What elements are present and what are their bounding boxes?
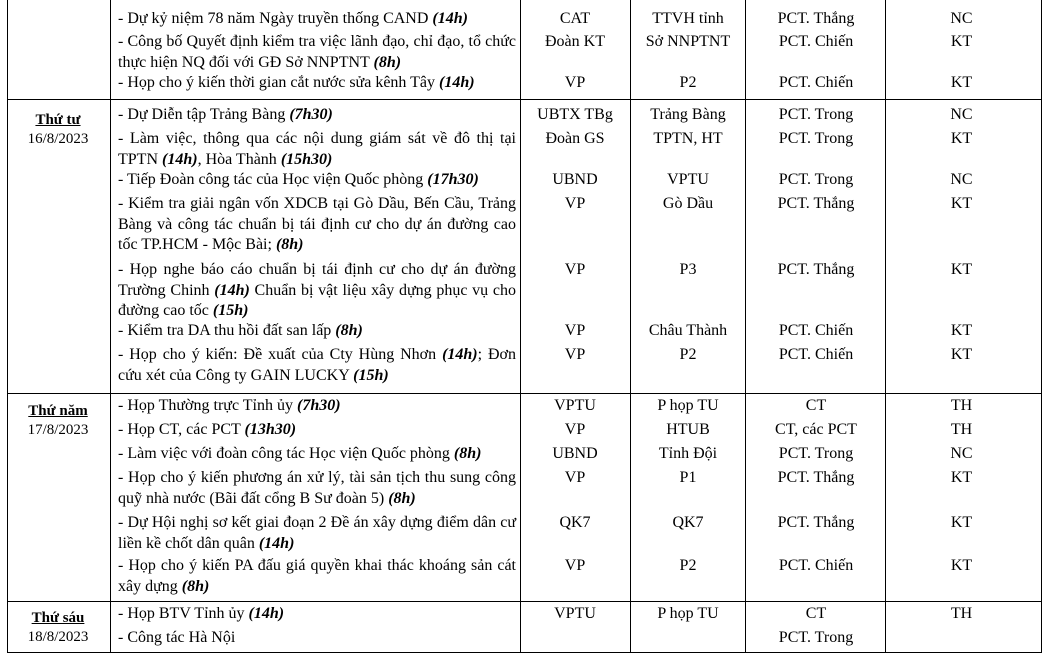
field-code: KT xyxy=(950,514,973,531)
activity-time: (14h) xyxy=(248,605,285,622)
activity-time: (8h) xyxy=(373,53,402,71)
venue: P2 xyxy=(679,74,697,91)
activity-description xyxy=(118,321,516,342)
leader: PCT. Trong xyxy=(778,106,854,123)
venue: Trảng Bàng xyxy=(650,106,726,123)
activity-description xyxy=(118,345,516,386)
leader: PCT. Trong xyxy=(778,130,854,147)
activity-time-2: (15h) xyxy=(353,366,389,384)
venue: QK7 xyxy=(672,514,704,531)
activity-description xyxy=(118,170,516,191)
activity-text: - Họp BTV Tỉnh ủy xyxy=(118,605,249,622)
activity-time: (8h) xyxy=(181,577,210,595)
field-code: KT xyxy=(950,33,973,50)
host-unit: VP xyxy=(564,346,586,363)
field-code: KT xyxy=(950,322,973,339)
field-code: TH xyxy=(950,605,973,622)
host-unit: Đoàn KT xyxy=(545,33,605,50)
host-unit: Đoàn GS xyxy=(545,130,605,147)
activity-time: (13h30) xyxy=(244,421,297,438)
host-unit: UBND xyxy=(552,445,598,462)
activity-text: - Họp cho ý kiến: Đề xuất của Cty Hùng Nhơn xyxy=(118,346,443,363)
activity-description xyxy=(118,129,516,170)
activity-time: (8h) xyxy=(388,489,416,507)
activity-time: (14h) xyxy=(442,346,478,363)
activity-text: - Công tác Hà Nội xyxy=(118,629,236,646)
activity-time: (14h) xyxy=(439,74,475,91)
leader: PCT. Trong xyxy=(778,629,854,646)
day-cell xyxy=(8,402,108,440)
leader: PCT. Chiến xyxy=(778,346,854,363)
activity-description xyxy=(118,420,516,441)
activity-text: - Họp CT, các PCT xyxy=(118,421,245,438)
field-code: NC xyxy=(950,445,973,462)
venue: Tỉnh Đội xyxy=(658,445,718,462)
activity-text: - Họp nghe báo cáo chuẩn bị tái định cư cho dự án đường Trường Chinh xyxy=(118,261,516,299)
activity-time: (7h30) xyxy=(296,397,341,414)
activity-text: - Họp cho ý kiến phương án xử lý, tài sản tịch thu sung công quỹ nhà nước (Bãi đất cổng B Sư đoàn 5) xyxy=(118,469,516,507)
field-code: NC xyxy=(950,171,973,188)
day-date: 18/8/2023 xyxy=(27,629,89,645)
host-unit: QK7 xyxy=(559,514,591,531)
activity-text: - Họp Thường trực Tỉnh ủy xyxy=(118,397,297,414)
host-unit: VP xyxy=(564,557,586,574)
activity-description xyxy=(118,105,516,126)
venue: P họp TU xyxy=(657,397,719,414)
activity-text: - Công bố Quyết định kiểm tra việc lãnh đạo, chỉ đạo, tổ chức thực hiện NQ đối với GĐ Sở NNPTNT xyxy=(118,33,516,71)
activity-description xyxy=(118,444,516,465)
leader: PCT. Thắng xyxy=(777,195,855,212)
leader: PCT. Trong xyxy=(778,445,854,462)
activity-text: - Dự Hội nghị sơ kết giai đoạn 2 Đề án xây dựng điểm dân cư liền kề chốt dân quân xyxy=(118,514,516,552)
host-unit: VPTU xyxy=(554,397,596,414)
activity-description xyxy=(118,628,516,649)
day-cell xyxy=(8,111,108,149)
activity-time: (17h30) xyxy=(427,171,479,188)
venue: TPTN, HT xyxy=(653,130,723,147)
activity-text: - Kiểm tra giải ngân vốn XDCB tại Gò Dầu, Bến Cầu, Trảng Bàng và công tác chuẩn bị tái định cư cho dự án đường cao tốc TP.HCM - Mộc Bài; xyxy=(118,195,516,253)
venue: P1 xyxy=(679,469,697,486)
leader: PCT. Thắng xyxy=(777,469,855,486)
host-unit: VP xyxy=(564,421,586,438)
activity-description xyxy=(118,32,516,73)
day-name: Thứ tư xyxy=(35,112,81,128)
activity-text: - Dự kỷ niệm 78 năm Ngày truyền thống CAND xyxy=(118,10,433,27)
activity-time-2: (15h) xyxy=(212,302,249,319)
activity-text: - Họp cho ý kiến PA đấu giá quyền khai thác khoáng sản cát xây dựng xyxy=(118,557,516,595)
leader: CT, các PCT xyxy=(775,421,857,438)
activity-text: - Làm việc với đoàn công tác Học viện Quốc phòng xyxy=(118,445,454,462)
venue: P họp TU xyxy=(657,605,719,622)
venue: Châu Thành xyxy=(648,322,728,339)
activity-time-2: (15h30) xyxy=(280,150,333,168)
activity-description xyxy=(118,513,516,554)
activity-time: (8h) xyxy=(275,236,304,253)
field-code: KT xyxy=(950,74,973,91)
activity-time: (8h) xyxy=(453,445,482,462)
venue: Sở NNPTNT xyxy=(645,33,731,50)
day-name: Thứ sáu xyxy=(31,610,85,626)
field-code: KT xyxy=(950,469,973,486)
leader: PCT. Thắng xyxy=(777,261,855,278)
activity-text: - Họp cho ý kiến thời gian cắt nước sửa kênh Tây xyxy=(118,74,439,91)
activity-description xyxy=(118,73,516,94)
venue: P2 xyxy=(679,557,697,574)
host-unit: VP xyxy=(564,195,586,212)
field-code: KT xyxy=(950,130,973,147)
activity-description xyxy=(118,194,516,256)
field-code: KT xyxy=(950,557,973,574)
leader: PCT. Thắng xyxy=(777,10,855,27)
leader: PCT. Chiến xyxy=(778,33,854,50)
host-unit: VP xyxy=(564,74,586,91)
host-unit: VP xyxy=(564,469,586,486)
activity-time: (14h) xyxy=(162,150,198,168)
venue: P2 xyxy=(679,346,697,363)
field-code: KT xyxy=(950,346,973,363)
day-cell xyxy=(8,609,108,647)
activity-description xyxy=(118,396,516,417)
activity-time: (14h) xyxy=(258,534,295,552)
activity-text-cont: Chuẩn bị vật liệu xây dựng phục vụ cho đường cao tốc xyxy=(118,281,516,319)
host-unit: UBND xyxy=(552,171,598,188)
day-date: 16/8/2023 xyxy=(27,131,89,147)
activity-description xyxy=(118,604,516,625)
field-code: NC xyxy=(950,106,973,123)
activity-text: - Làm việc, thông qua các nội dung giám sát về đô thị tại TPTN xyxy=(118,130,516,168)
host-unit: CAT xyxy=(559,10,591,27)
field-code: KT xyxy=(950,195,973,212)
leader: PCT. Trong xyxy=(778,171,854,188)
leader: PCT. Chiến xyxy=(778,557,854,574)
activity-description xyxy=(118,556,516,597)
host-unit: VP xyxy=(564,322,586,339)
host-unit: VPTU xyxy=(554,605,596,622)
field-code: TH xyxy=(950,421,973,438)
activity-description xyxy=(118,260,516,322)
leader: PCT. Chiến xyxy=(778,322,854,339)
leader: PCT. Thắng xyxy=(777,514,855,531)
host-unit: VP xyxy=(564,261,586,278)
activity-text: - Tiếp Đoàn công tác của Học viện Quốc phòng xyxy=(118,171,428,188)
venue: P3 xyxy=(679,261,697,278)
activity-text-cont: ; Đơn cứu xét của Công ty GAIN LUCKY xyxy=(118,346,516,384)
leader: PCT. Chiến xyxy=(778,74,854,91)
activity-time: (8h) xyxy=(335,322,363,339)
field-code: KT xyxy=(950,261,973,278)
host-unit: UBTX TBg xyxy=(537,106,613,123)
activity-description xyxy=(118,9,516,30)
activity-time: (14h) xyxy=(214,281,250,299)
activity-text: - Kiểm tra DA thu hồi đất san lấp xyxy=(118,322,336,339)
day-name: Thứ năm xyxy=(28,403,88,419)
venue: TTVH tỉnh xyxy=(652,10,724,27)
field-code: TH xyxy=(950,397,973,414)
activity-text: - Dự Diễn tập Trảng Bàng xyxy=(118,106,290,123)
leader: CT xyxy=(805,397,827,414)
venue: Gò Dầu xyxy=(662,195,714,212)
field-code: NC xyxy=(950,10,973,27)
activity-time: (7h30) xyxy=(289,106,333,123)
venue: HTUB xyxy=(666,421,710,438)
activity-text-cont: , Hòa Thành xyxy=(197,150,281,168)
leader: CT xyxy=(805,605,827,622)
activity-description xyxy=(118,468,516,509)
day-date: 17/8/2023 xyxy=(27,422,89,438)
activity-time: (14h) xyxy=(432,10,468,27)
venue: VPTU xyxy=(667,171,709,188)
